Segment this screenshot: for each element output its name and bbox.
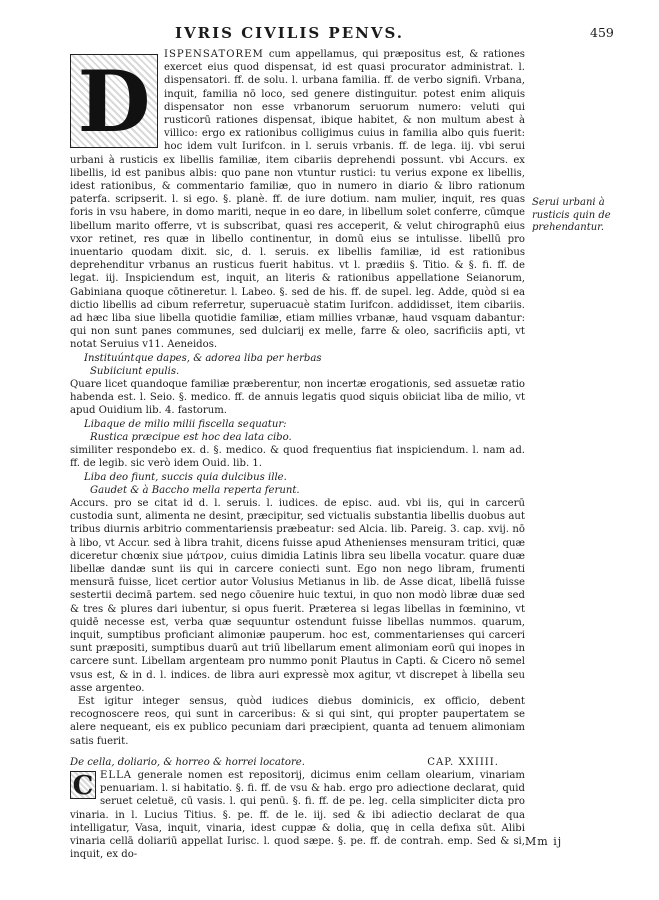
chapter-paragraph: [70, 769, 525, 861]
chapter-heading: [70, 756, 525, 769]
paragraph-1: [70, 48, 525, 352]
margin-note: Serui urbani à rusticis quin de prehendantur.: [532, 197, 611, 233]
verse-line: Rustica præcipue est hoc dea lata cibo.: [90, 431, 292, 443]
chapter-drop-cap: [70, 771, 96, 799]
body-text: [70, 48, 525, 861]
verse-line: Gaudet & à Baccho mella reperta ferunt.: [90, 484, 300, 496]
chapter-text: generale nomen est repositorij, dicimus enim cellam olearium, vinariam penuariam. l. si habitatio. §. fi. ff. de vsu & hab. ergo pro adiectione declarat, quid seruet celetuë, cū vasis. l. qui penū. §. fi. ff. de pe. leg. cella simpliciter dicta pro vinaria. in l. Lucius Titius. §. pe. ff. de le. iij. sed & ibi adiectio declarat de qua intelligatur, Vasa, inquit, vinaria, idest cuppæ & dolia, quę in cella defixa sūt. Alibi vinaria cellā doliariū appellat Iurisc. l. quod sæpe. §. pe. ff. de contrah. emp. Sed & si, inquit, ex do-: [70, 769, 526, 861]
paragraph-lead: ISPENSATOREM: [164, 49, 264, 60]
page-number: 459: [590, 25, 614, 40]
drop-cap-letter: D: [77, 54, 151, 148]
verse-line: Instituúntque dapes, & adorea liba per herbas: [84, 352, 322, 364]
paragraph-3: similiter respondebo ex. d. §. medico. & quod frequentius fiat inspiciendum. l. nam ad. ff. de legib. sic verò idem Ouid. lib. 1.: [70, 445, 525, 470]
signature-mark: Mm ij: [525, 835, 563, 848]
chapter-lead: ELLA: [100, 769, 133, 781]
verse-line: Libaque de milio milii fiscella sequatur:: [84, 418, 287, 430]
paragraph-text: cum appellamus, qui præpositus est, & rationes exercet eius quod dispensat, id est quasi procurator administrat. l. dispensatori. ff. de solu. l. urbana familia. ff. de verbo signifi. Vrbana, inquit, familia nō loco, sed genere distinguitur. potest enim aliquis dispensator non esse vrbanorum seruorum numero: veluti qui rusticorū rationes dispensat, ibique habitet, & non multum abest à villico: ergo ex rationibus colligimus cuius in familia albo quis fuerit: hoc idem vult Iurifcon. in l. seruis vrbanis. ff. de lega. iij. vbi serui urbani à rusticis ex libellis familiæ, item cibariis deprehendi possunt. vbi Accurs. ex libellis, id est panibus albis: quo pane non vtuntur rustici: tu verius expone ex libellis, idest rationibus, & commentario familiæ, quo in numero in diario & libro rationum paterfa. scripserit. l. si ego. §. planè. ff. de iure dotium. nam mulier, inquit, res quas foris in vsu habere, in domo mariti, neque in eo dare, in libellum solet conferre, cūmque libellum marito offerre, vt is subscribat, quasi res acceperit, & velut chirographū eius vxor retinet, res quæ in libello continentur, in domū eius se intulisse. libellū pro inuentario quodam dixit. sic, d. l. seruis. ex libellis familiæ, id est rationibus deprehenditur vrbanus an rusticus fuerit habitus. vt l. prædiis §. Titio. & §. fi. ff. de legat. iij. Inspiciendum est, inquit, an literis & rationibus appellatione Seianorum, Gabiniana quoque cōtineretur. l. Labeo. §. sed de his. ff. de supel. leg. Adde, quòd si ea dictio libellis ad cibum referretur, superuacuè statim Iurifcon. addidisset, item cibariis. ad hæc liba siue libella quotidie familiæ, etiam millies vrbanæ, haud vsquam dabantur: qui non sunt panes communes, sed dulciarij ex melle, farre & oleo, sacrificiis apti, vt notat Seruius v11. Aeneidos.: [70, 49, 525, 351]
chapter-number: CAP. XXIIII.: [427, 756, 499, 768]
chapter-drop-cap-letter: C: [72, 770, 94, 801]
running-head: [0, 24, 659, 46]
verse-line: Subiiciunt epulis.: [90, 365, 180, 377]
drop-cap: [70, 54, 158, 148]
paragraph-2: Quare licet quandoque familiæ præberentur, non incertæ erogationis, sed assuetæ ratio habenda est. l. Seio. §. medico. ff. de annuis legatis quod siquis obiiciat liba de milio, vt apud Ouidium lib. 4. fastorum.: [70, 379, 525, 417]
paragraph-5: Est igitur integer sensus, quòd iudices diebus dominicis, ex officio, debent recognoscere reos, qui sunt in carceribus: & si qui sint, qui propter paupertatem se alere nequeant, eis ex publico pecuniam dari præcipient, quanta ad tenuem alimoniam satis fuerit.: [70, 695, 525, 747]
chapter-title: De cella, doliario, & horreo & horrei locatore.: [70, 756, 305, 768]
paragraph-4: Accurs. pro se citat id d. l. seruis. l. iudices. de episc. aud. vbi iis, qui in carcerū custodia sunt, alimenta ne desint, præcipitur, sed victualis substantia libellis duobus aut tribus diurnis arbitrio commentariensis præbeatur: sed Alcia. lib. Pareig. 3. cap. xvij. nō à libo, vt Accur. sed à libra trahit, dicens fuisse apud Athenienses mensuram tritici, quæ diceretur chœnix siue μάτρον, cuius dimidia Latinis libra seu libella vocatur. quare duæ libellæ dandæ sunt iis qui in carcere coniecti sunt. Ego non nego libram, frumenti mensurā fuisse, licet certior autor Volusius Metianus in lib. de Asse dicat, libellā fuisse sestertii decimā partem. sed nego cōuenire huic textui, in quo non modò libræ duæ sed & tres & plures dari iubentur, si opus fuerit. Præterea si legas libellas in fœminino, vt quidē necesse est, verba quæ sequuntur ostendunt fuisse libellas nummos. quarum, inquit, sumptibus proficiant alimoniæ pauperum. hoc est, commentarienses qui carceri sunt præpositi, sumptibus duarū aut triū libellarum ement alimoniam eorū qui inopes in carcere sunt. Libellam argenteam pro nummo ponit Plautus in Capti. & Cicero nō semel vsus est, & in d. l. indices. de libra auri expressè mox agitur, vt discrepet à libella seu asse argenteo.: [70, 497, 525, 694]
running-title: IVRIS CIVILIS PENVS.: [175, 24, 405, 42]
verse-line: Liba deo fiunt, succis quia dulcibus ille.: [84, 471, 287, 483]
